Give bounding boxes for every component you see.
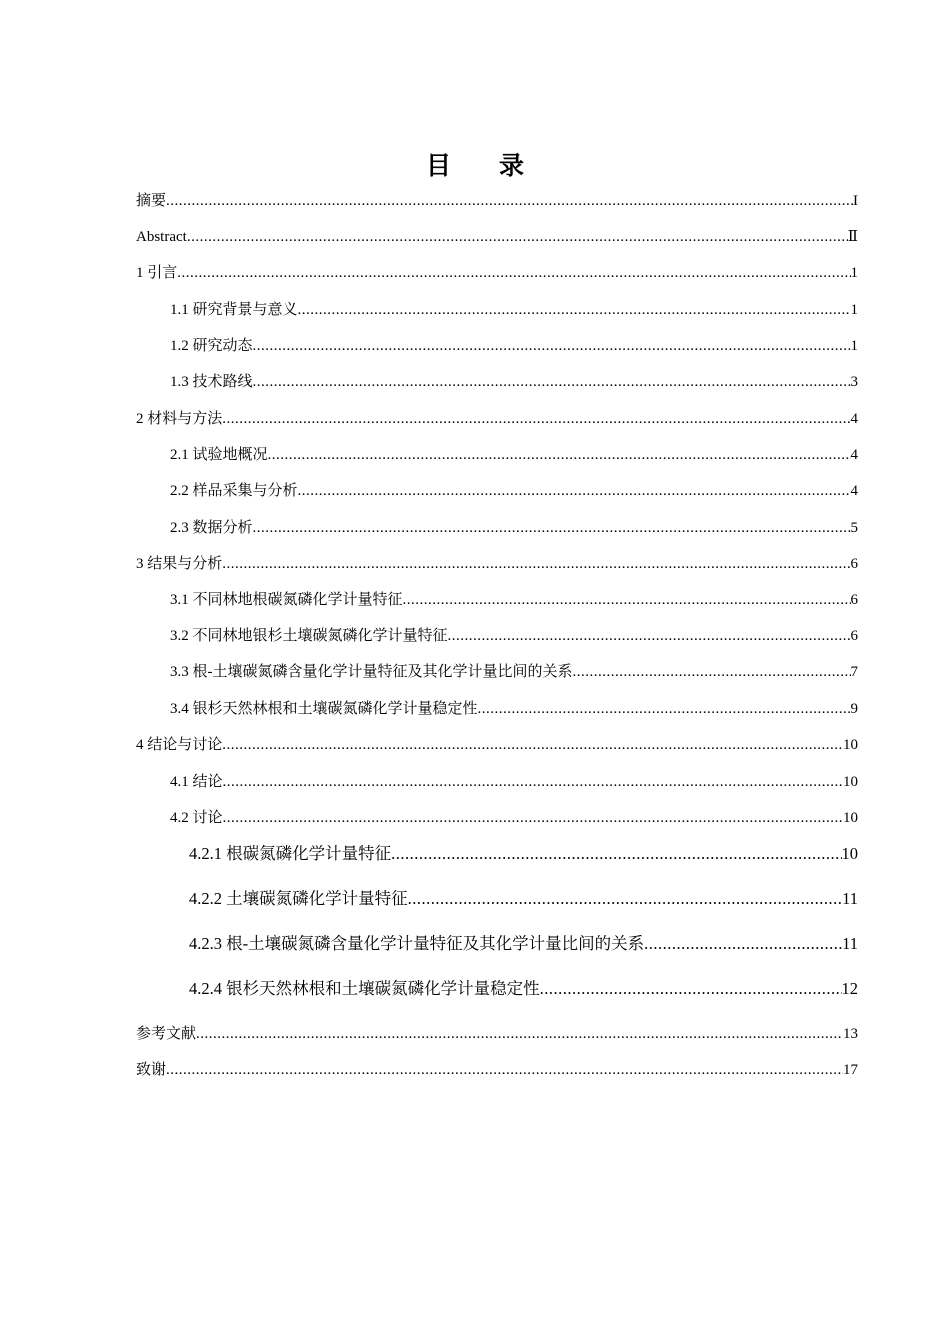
toc-entry[interactable] — [170, 807, 858, 829]
toc-entry-page: 6 — [850, 592, 858, 608]
toc-entry[interactable] — [136, 262, 858, 284]
toc-entry-page: 11 — [842, 889, 858, 908]
dot-leader — [478, 698, 851, 720]
toc-entry-page: 17 — [843, 1062, 858, 1078]
dot-leader — [196, 1023, 843, 1045]
toc-entry-page: 7 — [850, 664, 858, 680]
dot-leader — [253, 371, 851, 393]
toc-entry-label: 2.2 样品采集与分析 — [170, 483, 298, 499]
dot-leader — [403, 589, 851, 611]
toc-entry[interactable] — [170, 589, 858, 611]
dot-leader — [448, 625, 851, 647]
toc-entry[interactable] — [170, 698, 858, 720]
toc-entry[interactable] — [136, 734, 858, 756]
toc-entry-label: 4.1 结论 — [170, 774, 223, 790]
toc-entry-label: 2.3 数据分析 — [170, 520, 253, 536]
toc-entry-page: 4 — [850, 447, 858, 463]
toc-entry[interactable] — [170, 517, 858, 539]
toc-entry-label: 4.2.3 根-土壤碳氮磷含量化学计量特征及其化学计量比间的关系 — [189, 934, 645, 953]
toc-entry-label: 4.2.1 根碳氮磷化学计量特征 — [189, 844, 392, 863]
toc-entry-page: 10 — [843, 774, 858, 790]
toc-entry-label: 摘要 — [136, 193, 167, 209]
toc-entry[interactable] — [136, 190, 858, 212]
dot-leader — [187, 226, 848, 248]
toc-entry[interactable] — [189, 843, 858, 865]
dot-leader — [166, 1059, 843, 1081]
toc-entry-label: 2 材料与方法 — [136, 411, 223, 427]
toc-entry[interactable] — [170, 480, 858, 502]
toc-entry-page: 11 — [842, 934, 858, 953]
toc-entry-label: 1 引言 — [136, 265, 178, 281]
toc-entry-label: 3.2 不同林地银杉土壤碳氮磷化学计量特征 — [170, 628, 448, 644]
toc-entry-page: 10 — [841, 844, 858, 863]
toc-entry-label: 1.2 研究动态 — [170, 338, 253, 354]
dot-leader — [391, 843, 841, 865]
toc-title — [0, 146, 950, 182]
toc-entry[interactable] — [136, 1023, 858, 1045]
toc-entry-page: I — [853, 193, 858, 209]
toc-entry-label: 4.2.4 银杉天然林根和土壤碳氮磷化学计量稳定性 — [189, 979, 540, 998]
toc-entry-page: 3 — [850, 374, 858, 390]
toc-entry[interactable] — [136, 553, 858, 575]
toc-entry-page: 10 — [843, 810, 858, 826]
dot-leader — [223, 771, 843, 793]
dot-leader — [268, 444, 851, 466]
toc-entry-page: 9 — [850, 701, 858, 717]
toc-entry-label: 4 结论与讨论 — [136, 737, 223, 753]
dot-leader — [223, 807, 843, 829]
toc-entry-page: 1 — [850, 302, 858, 318]
toc-entry-label: Abstract — [136, 229, 187, 245]
toc-entry[interactable] — [170, 661, 858, 683]
toc-entry[interactable] — [170, 371, 858, 393]
toc-entry[interactable] — [170, 625, 858, 647]
toc-entry-page: 6 — [850, 628, 858, 644]
toc-entry-page: 1 — [850, 338, 858, 354]
toc-entry-label: 致谢 — [136, 1062, 167, 1078]
toc-entry-page: 4 — [850, 411, 858, 427]
dot-leader — [298, 480, 851, 502]
dot-leader — [222, 734, 843, 756]
title-char: 目 — [425, 151, 451, 180]
dot-leader — [540, 978, 842, 1000]
toc-entry-label: 3.3 根-土壤碳氮磷含量化学计量特征及其化学计量比间的关系 — [170, 664, 573, 680]
dot-leader — [644, 933, 842, 955]
toc-entry-page: 5 — [850, 520, 858, 536]
dot-leader — [253, 517, 851, 539]
dot-leader — [166, 190, 853, 212]
toc-entry[interactable] — [170, 335, 858, 357]
toc-entry[interactable] — [170, 299, 858, 321]
dot-leader — [253, 335, 851, 357]
toc-entry-page: 10 — [843, 737, 858, 753]
toc-entry[interactable] — [136, 1059, 858, 1081]
toc-entry-label: 4.2.2 土壤碳氮磷化学计量特征 — [189, 889, 408, 908]
dot-leader — [408, 888, 842, 910]
toc-entry-label: 1.1 研究背景与意义 — [170, 302, 298, 318]
toc-entry[interactable] — [136, 408, 858, 430]
toc-entry[interactable] — [189, 978, 858, 1000]
toc-entry[interactable] — [170, 771, 858, 793]
toc-entry[interactable] — [189, 933, 858, 955]
toc-entry-page: 1 — [850, 265, 858, 281]
toc-entry[interactable] — [170, 444, 858, 466]
toc-entry-label: 1.3 技术路线 — [170, 374, 253, 390]
title-char: 录 — [499, 151, 525, 180]
dot-leader — [222, 553, 850, 575]
dot-leader — [298, 299, 851, 321]
toc-entry-label: 4.2 讨论 — [170, 810, 223, 826]
dot-leader — [222, 408, 850, 430]
toc-entry-page: 13 — [843, 1026, 858, 1042]
toc-entry-label: 参考文献 — [136, 1026, 197, 1042]
toc-entry-label: 3.4 银杉天然林根和土壤碳氮磷化学计量稳定性 — [170, 701, 478, 717]
toc-entry-page: Ⅱ — [847, 229, 858, 245]
toc-entry[interactable] — [189, 888, 858, 910]
toc-entry-page: 12 — [841, 979, 858, 998]
toc-entry-label: 3.1 不同林地根碳氮磷化学计量特征 — [170, 592, 403, 608]
toc-entry-label: 2.1 试验地概况 — [170, 447, 268, 463]
toc-entry-page: 4 — [850, 483, 858, 499]
toc-entry-page: 6 — [850, 556, 858, 572]
toc-entry-label: 3 结果与分析 — [136, 556, 223, 572]
dot-leader — [177, 262, 850, 284]
toc-entry[interactable] — [136, 226, 858, 248]
dot-leader — [573, 661, 851, 683]
